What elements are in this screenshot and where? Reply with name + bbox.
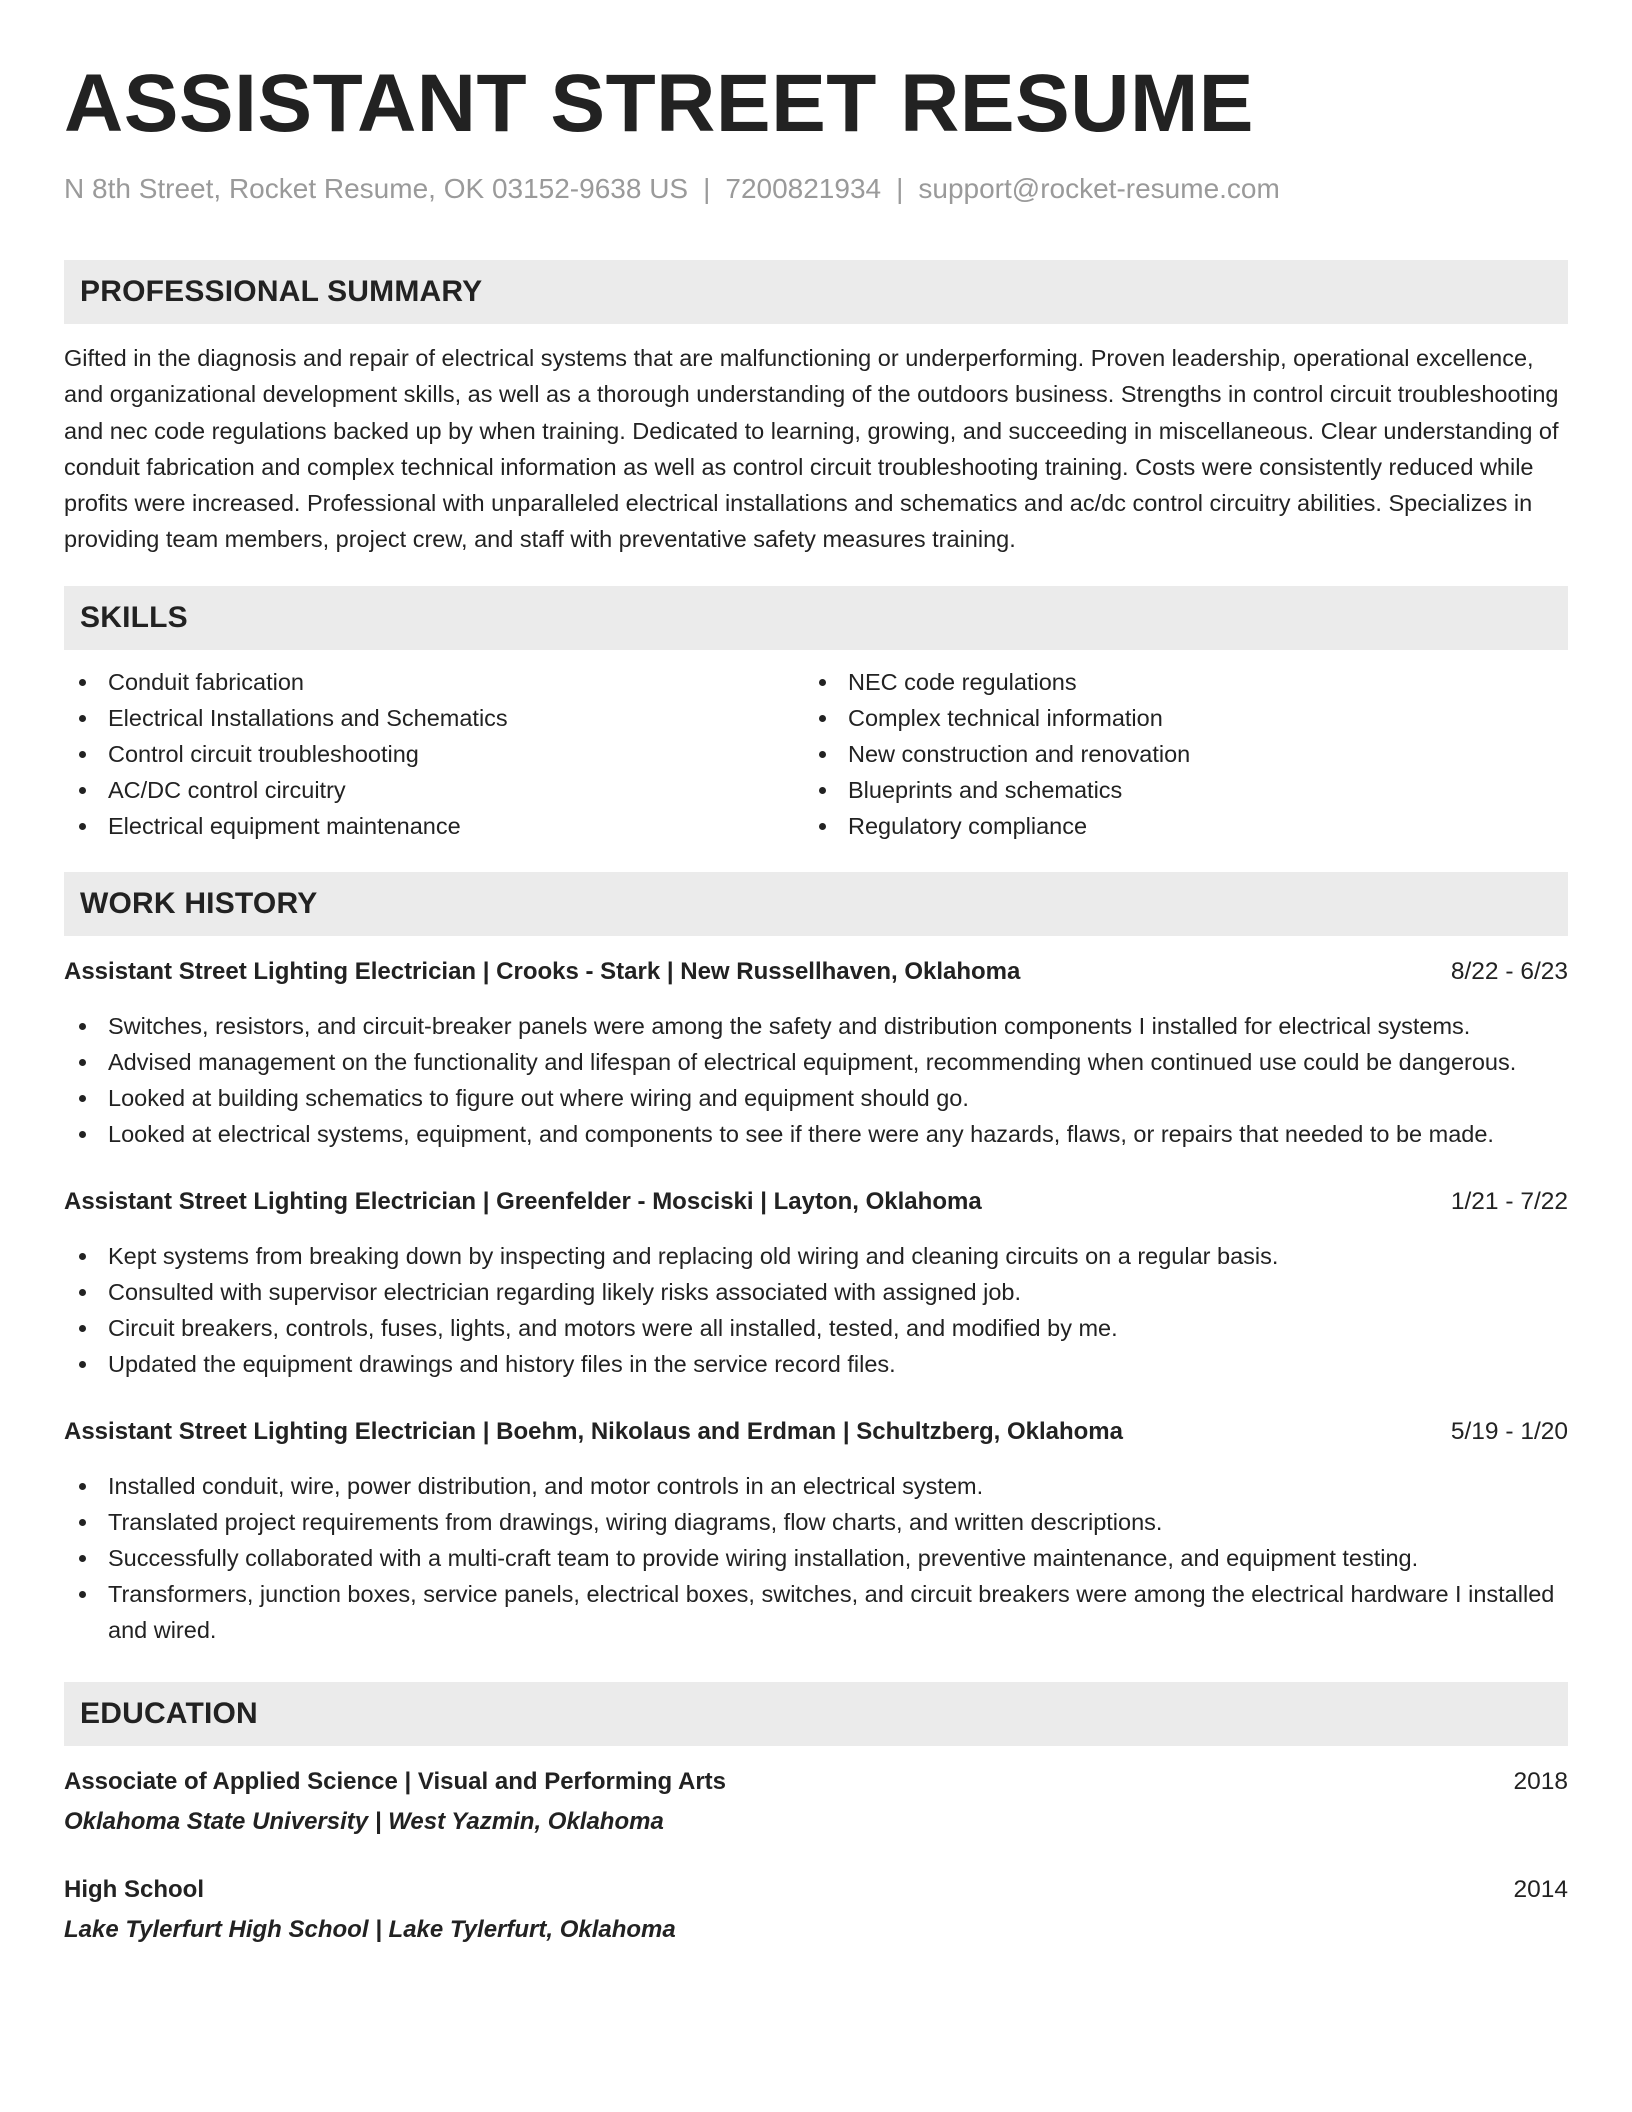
job-entry — [64, 954, 1568, 1152]
job-bullets — [64, 1468, 1568, 1648]
contact-address: N 8th Street, Rocket Resume, OK 03152-9638 US — [64, 173, 689, 204]
education-degree: High School — [64, 1875, 204, 1903]
resume-name: ASSISTANT STREET RESUME — [64, 58, 1254, 149]
education-school: Lake Tylerfurt High School | Lake Tylerfurt, Oklahoma — [64, 1915, 676, 1943]
education-entry — [64, 1872, 1568, 1948]
education-year: 2018 — [1513, 1767, 1568, 1795]
skills-column-right — [804, 664, 1544, 844]
section-header-skills: SKILLS — [64, 586, 1568, 650]
job-bullet: Looked at building schematics to figure out where wiring and equipment should go. — [64, 1080, 1568, 1116]
job-bullet: Consulted with supervisor electrician regarding likely risks associated with assigned job. — [64, 1274, 1568, 1310]
job-dates: 8/22 - 6/23 — [1450, 957, 1568, 985]
skill-item: Regulatory compliance — [804, 808, 1544, 844]
job-dates: 5/19 - 1/20 — [1450, 1417, 1568, 1445]
contact-email: support@rocket-resume.com — [918, 173, 1280, 204]
skill-item: Electrical Installations and Schematics — [64, 700, 804, 736]
section-header-work-history: WORK HISTORY — [64, 872, 1568, 936]
summary-text: Gifted in the diagnosis and repair of electrical systems that are malfunctioning or underperforming. Proven leadership, operational excellence, and organizational development skills, as well as a thorough understanding of the outdoors business. Strengths in control circuit troubleshooting and nec code regulations backed up by when training. Dedicated to learning, growing, and succeeding in miscellaneous. Clear understanding of conduit fabrication and complex technical information as well as control circuit troubleshooting training. Costs were consistently reduced while profits were increased. Professional with unparalleled electrical installations and schematics and ac/dc control circuitry abilities. Specializes in providing team members, project crew, and staff with preventative safety measures training. — [64, 345, 1559, 553]
job-entry — [64, 1414, 1568, 1648]
contact-line — [64, 172, 1568, 206]
job-bullet: Kept systems from breaking down by inspecting and replacing old wiring and cleaning circuits on a regular basis. — [64, 1238, 1568, 1274]
job-header — [64, 954, 1568, 990]
job-title: Assistant Street Lighting Electrician | Greenfelder - Mosciski | Layton, Oklahoma — [64, 1187, 982, 1215]
education-header — [64, 1764, 1568, 1800]
education-entry — [64, 1764, 1568, 1840]
job-bullets — [64, 1008, 1568, 1152]
education-school: Oklahoma State University | West Yazmin, Oklahoma — [64, 1807, 664, 1835]
job-bullet: Updated the equipment drawings and history files in the service record files. — [64, 1346, 1568, 1382]
job-bullet: Transformers, junction boxes, service panels, electrical boxes, switches, and circuit breakers were among the electrical hardware I installed and wired. — [64, 1576, 1568, 1648]
skill-item: Electrical equipment maintenance — [64, 808, 804, 844]
skill-item: Control circuit troubleshooting — [64, 736, 804, 772]
job-header — [64, 1414, 1568, 1450]
skill-item: New construction and renovation — [804, 736, 1544, 772]
job-header — [64, 1184, 1568, 1220]
job-bullet: Successfully collaborated with a multi-craft team to provide wiring installation, preventive maintenance, and equipment testing. — [64, 1540, 1568, 1576]
education-year: 2014 — [1513, 1875, 1568, 1903]
skill-item: Complex technical information — [804, 700, 1544, 736]
job-bullet: Switches, resistors, and circuit-breaker panels were among the safety and distribution components I installed for electrical systems. — [64, 1008, 1568, 1044]
job-title: Assistant Street Lighting Electrician | Crooks - Stark | New Russellhaven, Oklahoma — [64, 957, 1021, 985]
job-entry — [64, 1184, 1568, 1382]
job-bullet: Advised management on the functionality and lifespan of electrical equipment, recommending when continued use could be dangerous. — [64, 1044, 1568, 1080]
education-header — [64, 1872, 1568, 1908]
education-degree: Associate of Applied Science | Visual and Performing Arts — [64, 1767, 727, 1795]
job-bullets — [64, 1238, 1568, 1382]
skills-list — [64, 664, 1568, 844]
contact-separator: | — [703, 173, 711, 204]
skills-column-left — [64, 664, 804, 844]
job-bullet: Looked at electrical systems, equipment, and components to see if there were any hazards, flaws, or repairs that needed to be made. — [64, 1116, 1568, 1152]
job-title: Assistant Street Lighting Electrician | Boehm, Nikolaus and Erdman | Schultzberg, Oklahoma — [64, 1417, 1123, 1445]
skill-item: NEC code regulations — [804, 664, 1544, 700]
job-bullet: Translated project requirements from drawings, wiring diagrams, flow charts, and written descriptions. — [64, 1504, 1568, 1540]
job-bullet: Installed conduit, wire, power distribution, and motor controls in an electrical system. — [64, 1468, 1568, 1504]
contact-phone: 7200821934 — [725, 173, 882, 204]
job-bullet: Circuit breakers, controls, fuses, lights, and motors were all installed, tested, and modified by me. — [64, 1310, 1568, 1346]
section-header-education: EDUCATION — [64, 1682, 1568, 1746]
skill-item: Conduit fabrication — [64, 664, 804, 700]
skill-item: AC/DC control circuitry — [64, 772, 804, 808]
job-dates: 1/21 - 7/22 — [1450, 1187, 1568, 1215]
section-header-summary: PROFESSIONAL SUMMARY — [64, 260, 1568, 324]
skill-item: Blueprints and schematics — [804, 772, 1544, 808]
contact-separator: | — [896, 173, 904, 204]
